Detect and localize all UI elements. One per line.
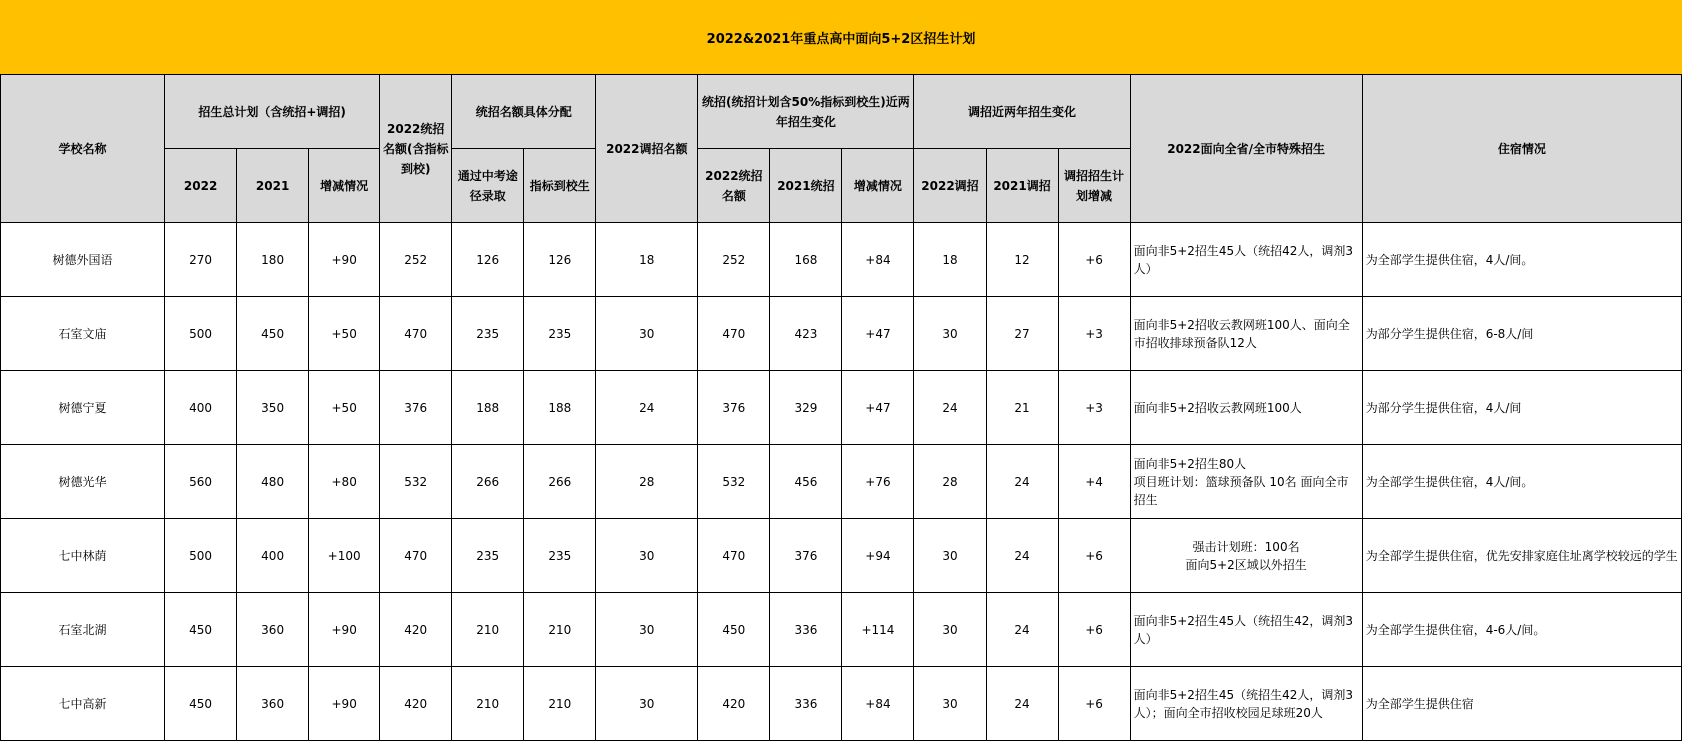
cell-unified-2022[interactable]: 420	[380, 593, 452, 667]
cell-school[interactable]: 树德宁夏	[1, 371, 165, 445]
cell-adjust-trend-change[interactable]: +3	[1058, 371, 1130, 445]
cell-lodging[interactable]: 为全部学生提供住宿，4人/间。	[1362, 445, 1681, 519]
table-row	[1, 667, 1682, 741]
cell-unified-trend-2021[interactable]: 336	[770, 667, 842, 741]
cell-unified-trend-2021[interactable]: 329	[770, 371, 842, 445]
cell-total-2021[interactable]: 360	[237, 667, 309, 741]
cell-unified-trend-change[interactable]: +47	[842, 297, 914, 371]
cell-via-exam[interactable]: 210	[452, 593, 524, 667]
cell-total-change[interactable]: +80	[309, 445, 380, 519]
cell-total-change[interactable]: +90	[309, 667, 380, 741]
table-row	[1, 297, 1682, 371]
cell-unified-2022[interactable]: 252	[380, 223, 452, 297]
cell-total-2021[interactable]: 400	[237, 519, 309, 593]
header-adjust-trend-change[interactable]: 调招招生计划增减	[1058, 149, 1130, 223]
cell-total-change[interactable]: +90	[309, 223, 380, 297]
cell-via-exam[interactable]: 235	[452, 519, 524, 593]
cell-special[interactable]: 面向非5+2招生45人（统招42人，调剂3人）	[1130, 223, 1362, 297]
header-unified-2022[interactable]: 2022统招名额(含指标到校)	[380, 75, 452, 223]
cell-unified-trend-change[interactable]: +94	[842, 519, 914, 593]
cell-lodging[interactable]: 为部分学生提供住宿，4人/间	[1362, 371, 1681, 445]
cell-special[interactable]: 面向非5+2招生45（统招生42人，调剂3人）；面向全市招收校园足球班20人	[1130, 667, 1362, 741]
cell-unified-2022[interactable]: 470	[380, 519, 452, 593]
cell-school[interactable]: 七中林荫	[1, 519, 165, 593]
cell-unified-trend-2022[interactable]: 420	[698, 667, 770, 741]
cell-unified-2022[interactable]: 376	[380, 371, 452, 445]
cell-total-change[interactable]: +90	[309, 593, 380, 667]
cell-total-2021[interactable]: 180	[237, 223, 309, 297]
cell-via-exam[interactable]: 266	[452, 445, 524, 519]
cell-quota-school[interactable]: 188	[524, 371, 596, 445]
cell-via-exam[interactable]: 188	[452, 371, 524, 445]
cell-lodging[interactable]: 为全部学生提供住宿，优先安排家庭住址离学校较远的学生	[1362, 519, 1681, 593]
header-special[interactable]: 2022面向全省/全市特殊招生	[1130, 75, 1362, 223]
cell-quota-school[interactable]: 126	[524, 223, 596, 297]
cell-special[interactable]: 强击计划班：100名 面向5+2区域以外招生	[1130, 519, 1362, 593]
cell-unified-trend-2022[interactable]: 470	[698, 297, 770, 371]
cell-special[interactable]: 面向非5+2招生80人 项目班计划：篮球预备队 10名 面向全市招生	[1130, 445, 1362, 519]
cell-quota-school[interactable]: 210	[524, 593, 596, 667]
cell-lodging[interactable]: 为部分学生提供住宿，6-8人/间	[1362, 297, 1681, 371]
cell-adjust-quota[interactable]: 28	[596, 445, 698, 519]
header-quota-school[interactable]: 指标到校生	[524, 149, 596, 223]
cell-school[interactable]: 石室北湖	[1, 593, 165, 667]
header-adjust-trend[interactable]: 调招近两年招生变化	[914, 75, 1130, 149]
cell-total-2022[interactable]: 500	[165, 519, 237, 593]
cell-total-change[interactable]: +100	[309, 519, 380, 593]
cell-lodging[interactable]: 为全部学生提供住宿，4-6人/间。	[1362, 593, 1681, 667]
cell-unified-2022[interactable]: 470	[380, 297, 452, 371]
cell-quota-school[interactable]: 266	[524, 445, 596, 519]
cell-adjust-quota[interactable]: 30	[596, 667, 698, 741]
header-unified-alloc[interactable]: 统招名额具体分配	[452, 75, 596, 149]
cell-special[interactable]: 面向非5+2招收云教网班100人、面向全市招收排球预备队12人	[1130, 297, 1362, 371]
cell-total-change[interactable]: +50	[309, 297, 380, 371]
cell-adjust-trend-2021[interactable]: 24	[986, 593, 1058, 667]
table-row	[1, 223, 1682, 297]
cell-adjust-trend-2021[interactable]: 21	[986, 371, 1058, 445]
cell-adjust-trend-2022[interactable]: 30	[914, 297, 986, 371]
cell-total-2022[interactable]: 450	[165, 593, 237, 667]
cell-adjust-trend-change[interactable]: +6	[1058, 519, 1130, 593]
cell-quota-school[interactable]: 235	[524, 297, 596, 371]
cell-total-change[interactable]: +50	[309, 371, 380, 445]
cell-total-2022[interactable]: 450	[165, 667, 237, 741]
cell-adjust-trend-2021[interactable]: 24	[986, 667, 1058, 741]
cell-unified-trend-2022[interactable]: 252	[698, 223, 770, 297]
cell-adjust-trend-2022[interactable]: 28	[914, 445, 986, 519]
header-adjust-trend-2021[interactable]: 2021调招	[986, 149, 1058, 223]
cell-total-2021[interactable]: 350	[237, 371, 309, 445]
header-total-plan[interactable]: 招生总计划（含统招+调招)	[165, 75, 380, 149]
cell-adjust-trend-2022[interactable]: 24	[914, 371, 986, 445]
header-school[interactable]: 学校名称	[1, 75, 165, 223]
header-unified-trend-2022[interactable]: 2022统招名额	[698, 149, 770, 223]
cell-adjust-trend-2022[interactable]: 18	[914, 223, 986, 297]
cell-lodging[interactable]: 为全部学生提供住宿，4人/间。	[1362, 223, 1681, 297]
header-adjust-trend-2022[interactable]: 2022调招	[914, 149, 986, 223]
cell-adjust-trend-change[interactable]: +6	[1058, 223, 1130, 297]
cell-unified-trend-change[interactable]: +84	[842, 667, 914, 741]
header-unified-trend-change[interactable]: 增减情况	[842, 149, 914, 223]
cell-unified-trend-2021[interactable]: 456	[770, 445, 842, 519]
cell-adjust-quota[interactable]: 18	[596, 223, 698, 297]
table-row	[1, 371, 1682, 445]
cell-school[interactable]: 树德光华	[1, 445, 165, 519]
cell-unified-trend-change[interactable]: +114	[842, 593, 914, 667]
cell-total-2022[interactable]: 500	[165, 297, 237, 371]
cell-school[interactable]: 树德外国语	[1, 223, 165, 297]
header-total-2022[interactable]: 2022	[165, 149, 237, 223]
cell-unified-trend-2022[interactable]: 470	[698, 519, 770, 593]
cell-adjust-trend-2022[interactable]: 30	[914, 593, 986, 667]
cell-adjust-trend-2021[interactable]: 24	[986, 519, 1058, 593]
header-adjust-2022-quota[interactable]: 2022调招名额	[596, 75, 698, 223]
cell-quota-school[interactable]: 210	[524, 667, 596, 741]
cell-lodging[interactable]: 为全部学生提供住宿	[1362, 667, 1681, 741]
cell-school[interactable]: 石室文庙	[1, 297, 165, 371]
cell-school[interactable]: 七中高新	[1, 667, 165, 741]
table-title[interactable]: 2022&2021年重点高中面向5+2区招生计划	[0, 0, 1682, 75]
cell-adjust-trend-change[interactable]: +6	[1058, 593, 1130, 667]
cell-unified-trend-2022[interactable]: 532	[698, 445, 770, 519]
cell-special[interactable]: 面向非5+2招生45人（统招生42，调剂3人）	[1130, 593, 1362, 667]
table-row	[1, 593, 1682, 667]
cell-adjust-quota[interactable]: 30	[596, 593, 698, 667]
table-row	[1, 445, 1682, 519]
cell-via-exam[interactable]: 235	[452, 297, 524, 371]
cell-total-2022[interactable]: 270	[165, 223, 237, 297]
cell-adjust-quota[interactable]: 30	[596, 297, 698, 371]
cell-unified-trend-2021[interactable]: 423	[770, 297, 842, 371]
cell-adjust-trend-change[interactable]: +6	[1058, 667, 1130, 741]
cell-unified-2022[interactable]: 420	[380, 667, 452, 741]
header-lodging[interactable]: 住宿情况	[1362, 75, 1681, 223]
cell-via-exam[interactable]: 210	[452, 667, 524, 741]
cell-unified-trend-change[interactable]: +76	[842, 445, 914, 519]
cell-total-2021[interactable]: 360	[237, 593, 309, 667]
cell-adjust-trend-change[interactable]: +4	[1058, 445, 1130, 519]
cell-adjust-trend-2022[interactable]: 30	[914, 519, 986, 593]
header-total-change[interactable]: 增减情况	[309, 149, 380, 223]
cell-adjust-trend-2021[interactable]: 27	[986, 297, 1058, 371]
enrollment-table	[0, 74, 1682, 741]
cell-adjust-quota[interactable]: 30	[596, 519, 698, 593]
header-unified-trend-2021[interactable]: 2021统招	[770, 149, 842, 223]
cell-total-2022[interactable]: 400	[165, 371, 237, 445]
cell-unified-2022[interactable]: 532	[380, 445, 452, 519]
cell-unified-trend-2022[interactable]: 450	[698, 593, 770, 667]
cell-unified-trend-change[interactable]: +47	[842, 371, 914, 445]
header-total-2021[interactable]: 2021	[237, 149, 309, 223]
cell-quota-school[interactable]: 235	[524, 519, 596, 593]
cell-adjust-trend-2021[interactable]: 12	[986, 223, 1058, 297]
cell-total-2021[interactable]: 480	[237, 445, 309, 519]
cell-adjust-trend-change[interactable]: +3	[1058, 297, 1130, 371]
cell-unified-trend-2022[interactable]: 376	[698, 371, 770, 445]
header-via-exam[interactable]: 通过中考途径录取	[452, 149, 524, 223]
cell-total-2022[interactable]: 560	[165, 445, 237, 519]
header-row-1	[1, 75, 1682, 149]
cell-unified-trend-2021[interactable]: 336	[770, 593, 842, 667]
cell-adjust-trend-2021[interactable]: 24	[986, 445, 1058, 519]
cell-adjust-trend-2022[interactable]: 30	[914, 667, 986, 741]
cell-unified-trend-2021[interactable]: 168	[770, 223, 842, 297]
cell-unified-trend-change[interactable]: +84	[842, 223, 914, 297]
cell-total-2021[interactable]: 450	[237, 297, 309, 371]
cell-via-exam[interactable]: 126	[452, 223, 524, 297]
header-unified-trend[interactable]: 统招(统招计划含50%指标到校生)近两年招生变化	[698, 75, 914, 149]
cell-adjust-quota[interactable]: 24	[596, 371, 698, 445]
table-row	[1, 519, 1682, 593]
cell-unified-trend-2021[interactable]: 376	[770, 519, 842, 593]
cell-special[interactable]: 面向非5+2招收云教网班100人	[1130, 371, 1362, 445]
